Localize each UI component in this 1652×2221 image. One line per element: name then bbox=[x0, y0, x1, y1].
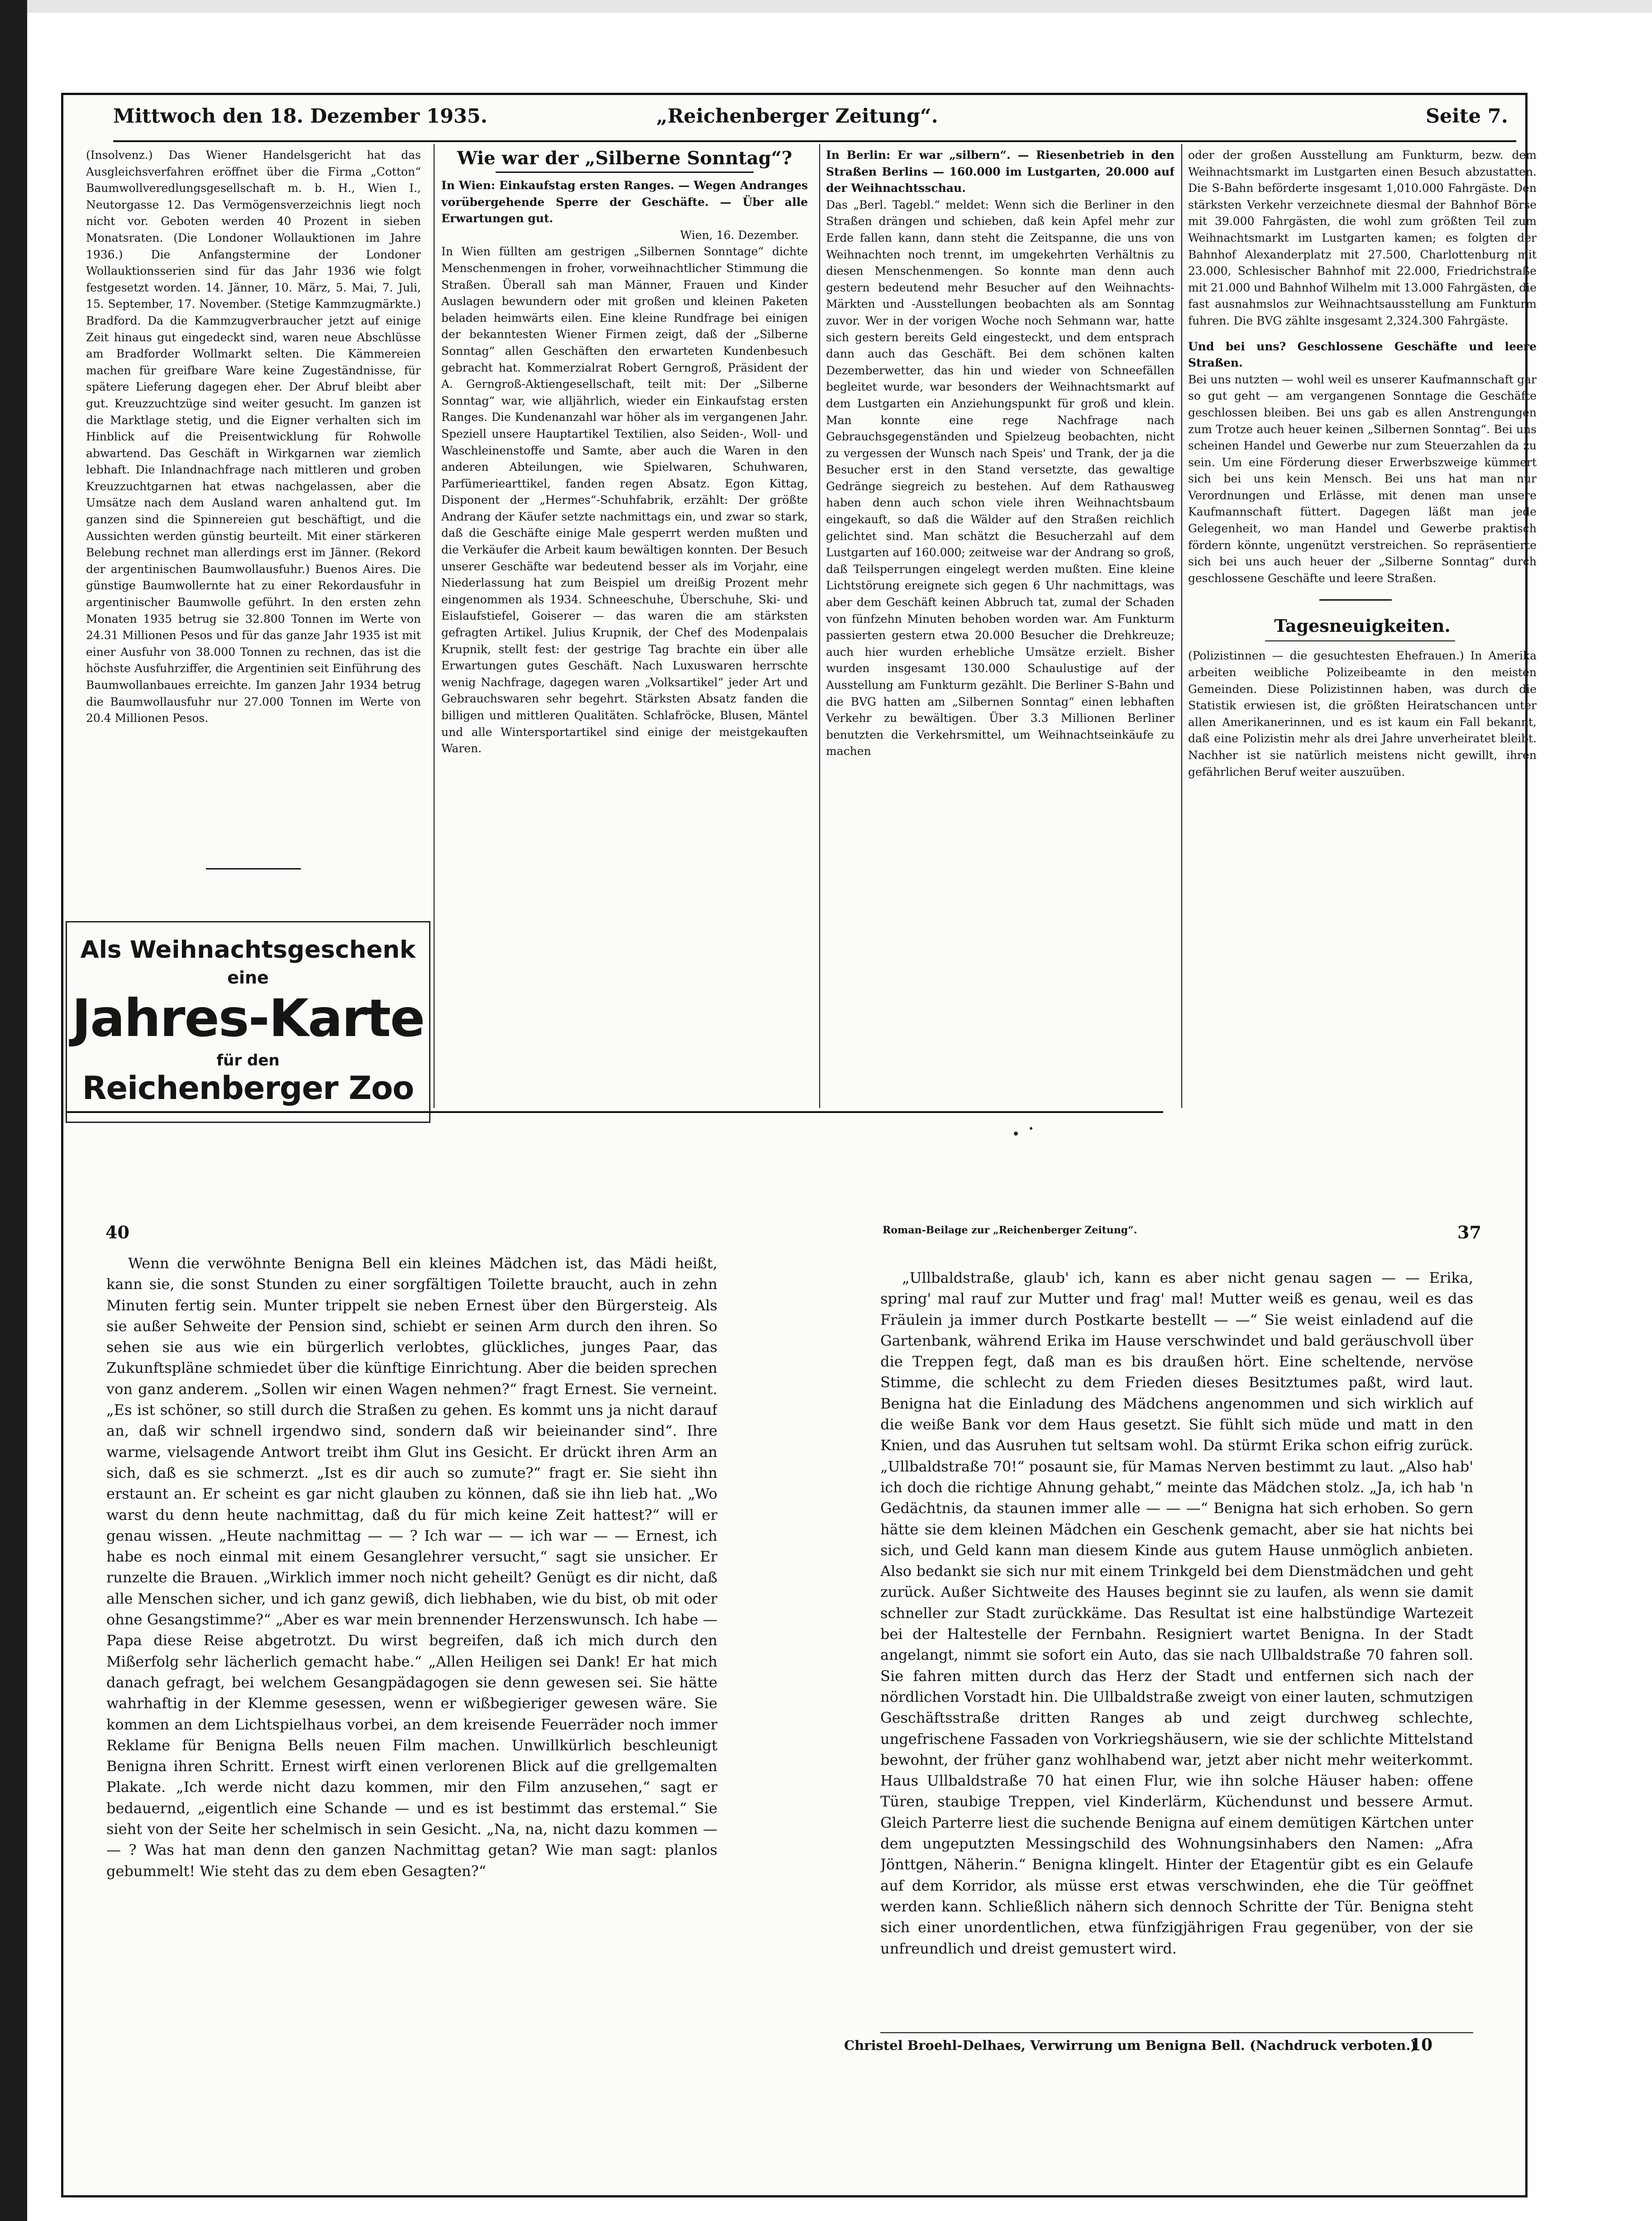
ad-line-3: Jahres-Karte bbox=[72, 988, 425, 1048]
novel-right-page-number: 37 bbox=[1457, 1222, 1481, 1242]
vienna-article-text: In Wien füllten am gestrigen „Silbernen Sonntage“ dichte Menschenmengen in froher, vorweihnachtlicher Stimmung die Straßen. Überall sah man Männer, Frauen und Kinder Auslagen bewundern oder mit großen und kleinen Paketen beladen heimwärts eilen. Eine kleine Rundfrage bei einigen der bekanntesten Wiener Firmen zeigt, daß der „Silberne Sonntag“ allen Geschäften den erwarteten Kundenbesuch gebracht hat. Kommerzialrat Robert Gerngroß, Präsident der A. Gerngroß-Aktiengesellschaft, teilt mit: Der „Silberne Sonntag“ war, wie alljährlich, wieder ein Einkaufstag ersten Ranges. Die Kundenanzahl war höher als im vergangenen Jahr. Speziell unsere Hauptartikel Textilien, also Seiden-, Woll- und Waschleinenstoffe und Samte, aber auch die Waren in den anderen Abteilungen, wie Spielwaren, Schuhwaren, Parfümeriearttikel, fanden regen Absatz. Egon Kittag, Disponent der „Hermes“-Schuhfabrik, erzählt: Der größte Andrang der Käufer setzte nachmittags ein, und zwar so stark, daß die Geschäfte einige Male gesperrt werden mußten und die Verkäufer die Arbeit kaum bewältigen konnten. Der Besuch unserer Geschäfte war bedeutend besser als im Vorjahr, eine Niederlassung hat zum Beispiel um dreißig Prozent mehr eingenommen als 1934. Schneeschuhe, Überschuhe, Ski- und Eislaufstiefel, Goiserer — das waren die am stärksten gefragten Artikel. Julius Krupnik, der Chef des Modenpalais Krupnik, stellt fest: der gestrige Tag brachte ein über alle Erwartungen gutes Geschäft. Nach Luxuswaren herrschte wenig Nachfrage, dagegen waren „Volksartikel“ jeder Art und Gebrauchswaren sehr begehrt. Stärksten Absatz fanden die billigen und mittleren Qualitäten. Schlafröcke, Blusen, Mäntel und alle Wintersportartikel sind einige der meistgekauften Waren. bbox=[441, 245, 808, 755]
berlin-continued-text: oder der großen Ausstellung am Funkturm, bezw. dem Weihnachtsmarkt im Lustgarten einen Besuch abzustatten. Die S-Bahn beförderte insgesamt 1,010.000 Fahrgäste. Den stärksten Verkehr verzeichnete diesmal der Bahnhof Börse mit 39.000 Fahrgästen, die wohl zum größten Teil zum Weihnachtsmarkt im Lustgarten kamen; es folgten der Bahnhof Alexanderplatz mit 27.500, Charlottenburg mit 23.000, Schlesischer Bahnhof mit 22.000, Friedrichstraße mit 21.000 und Bahnhof Wilhelm mit 13.000 Fahrgästen, die fast ausnahmslos zur Weihnachtsausstellung am Funkturm fuhren. Die BVG zählte insgesamt 2,324.300 Fahrgäste. bbox=[1188, 148, 1537, 327]
novel-sheet-number: 10 bbox=[1410, 2035, 1433, 2054]
section-divider bbox=[1319, 599, 1392, 601]
scan-top-edge bbox=[0, 0, 1652, 13]
novel-right-text: „Ullbaldstraße, glaub' ich, kann es aber nicht genau sagen — — Erika, spring' mal rauf zur Mutter und frag' mal! Mutter weiß es genau, weil es das Fräulein ja immer durch Postkarte bestellt — —“ Sie weist einladend auf die Gartenbank, während Erika im Hause verschwindet und bald geräuschvoll über die Treppen fegt, daß man es bis draußen hört. Eine scheltende, nervöse Stimme, die schlecht zu dem Frieden dieses Besitztumes paßt, wird laut. Benigna hat die Einladung des Mädchens angenommen und sich wirklich auf die weiße Bank vor dem Haus gesetzt. Sie fühlt sich müde und matt in den Knien, und das Ausruhen tut seltsam wohl. Da stürmt Erika schon eifrig zurück. „Ullbaldstraße 70!“ posaunt sie, für Mamas Nerven bestimmt zu laut. „Also hab' ich doch die richtige Ahnung gehabt,“ meinte das Mädchen stolz. „Ja, ich hab 'n Gedächtnis, da staunen immer alle — — —“ Benigna hat sich erhoben. So gern hätte sie dem kleinen Mädchen ein Geschenk gemacht, aber sie hat nichts bei sich, und Geld kann man diesem Kinde aus gutem Hause unmöglich anbieten. Also bedankt sie sich nur mit einem Trinkgeld bei dem Dienstmädchen und geht zurück. Außer Sichtweite des Hauses beginnt sie zu laufen, als wenn sie damit schneller zur Stadt zurückkäme. Das Resultat ist eine halbstündige Wartezeit bei der Haltestelle der Fernbahn. Resigniert wartet Benigna. In der Stadt angelangt, nimmt sie sofort ein Auto, das sie nach Ullbaldstraße 70 fahren soll. Sie fahren mitten durch das Herz der Stadt und entfernen sich nach der nördlichen Vorstadt hin. Die Ullbaldstraße zweigt von einer lauten, schmutzigen Geschäftsstraße dritten Ranges ab und zeigt durchweg schlechte, ungefrischene Fassaden von Vorkriegshäusern, wie sie der schlichte Mittelstand bewohnt, der früher ganz wohlhabend war, jetzt aber nicht mehr weiterkommt. Haus Ullbaldstraße 70 hat einen Flur, wie ihn solche Häuser haben: offene Türen, staubige Treppen, viel Kinderlärm, Küchendunst und bessere Armut. Gleich Parterre liest die suchende Benigna auf einem demütigen Kärtchen unter dem ungeputzten Messingschild des Wohnungsinhabers den Namen: „Afra Jönttgen, Näherin.“ Benigna klingelt. Hinter der Etagentür gibt es ein Gelaufe auf dem Korridor, als müsse erst etwas verschwinden, ehe die Tür geöffnet werden kann. Schließlich nähern sich dennoch Schritte der Tür. Benigna steht sich einer unordentlichen, etwa fünfzigjährigen Frau gegenüber, von der sie unfreundlich und dreist gemustert wird. bbox=[880, 1269, 1473, 1957]
ad-line-5: Reichenberger Zoo bbox=[82, 1070, 414, 1107]
novel-left-column bbox=[106, 1253, 717, 2045]
novel-credit-rule bbox=[880, 2032, 1473, 2033]
berlin-article-text: Das „Berl. Tagebl.“ meldet: Wenn sich die Berliner in den Straßen drängen und schieben, daß kein Apfel mehr zur Erde fallen kann, dann steht die Zeitspanne, die uns von Weihnachten noch trennt, im umgekehrten Verhältnis zu diesen Menschenmengen. So konnte man denn auch gestern bedeutend mehr Besucher auf den Weihnachts-Märkten und -Ausstellungen beobachten als am Sonntag zuvor. Wer in der vorigen Woche noch Sehmann war, hatte sich gestern bereits Geld eingesteckt, und dem entsprach dann auch das Geschäft. Bei dem schönen kalten Dezemberwetter, das hin und wieder von Schneefällen begleitet wurde, war besonders der Weihnachtsmarkt auf dem Lustgarten ein Anziehungspunkt für groß und klein. Man konnte eine rege Nachfrage nach Gebrauchsgegenständen und Spielzeug beobachten, nicht zu vergessen der Wunsch nach Speis' und Trank, der ja die Besucher erst in den Stand versetzte, das gewaltige Gedränge siegreich zu bestehen. Auf dem Rathausweg haben denn auch schon viele ihren Weihnachtsbaum eingekauft, so daß die Wälder auf den Straßen reichlich gelichtet sind. Man schätzt die Besucherzahl auf dem Lustgarten auf 160.000; zeitweise war der Andrang so groß, daß Teilsperrungen eingelegt werden mußten. Eine kleine Lichtstörung ereignete sich gegen 6 Uhr nachmittags, was aber dem Geschäft keinen Abbruch tat, zumal der Schaden von fünfzehn Minuten behoben worden war. Am Funkturm passierten gestern etwa 20.000 Besucher die Drehkreuze; auch hier wurden erhebliche Umsätze erzielt. Bisher wurden insgesamt 130.000 Schaulustige auf der Ausstellung am Funkturm gezählt. Die Berliner S-Bahn und die BVG hatten am „Silbernen Sonntag“ einen lebhaften Verkehr zu bewältigen. Über 3.3 Millionen Berliner benutzten die Verkehrsmittel, um Weihnachtseinkäufe zu machen bbox=[826, 198, 1175, 758]
column-rule-2 bbox=[819, 144, 820, 1108]
column-rule-3 bbox=[1181, 144, 1182, 1108]
novel-credit-line: Christel Broehl-Delhaes, Verwirrung um Benigna Bell. (Nachdruck verboten.) bbox=[844, 2038, 1417, 2053]
ink-speck bbox=[1030, 1127, 1032, 1130]
header-rule bbox=[113, 140, 1516, 142]
header-date: Mittwoch den 18. Dezember 1935. bbox=[113, 105, 487, 128]
header-page-number: Seite 7. bbox=[1426, 105, 1508, 128]
novel-left-page-number: 40 bbox=[105, 1222, 129, 1242]
section-title-daily-news: Tagesneuigkeiten. bbox=[1274, 616, 1451, 636]
local-kicker: Und bei uns? Geschlossene Geschäfte und leere Straßen. bbox=[1188, 339, 1537, 370]
column-silver-sunday-vienna bbox=[441, 147, 808, 1102]
ad-line-4: für den bbox=[216, 1051, 280, 1070]
column-local-and-news bbox=[1188, 147, 1537, 1107]
novel-supplement-title: Roman-Beilage zur „Reichenberger Zeitung“. bbox=[883, 1224, 1137, 1236]
header-paper-title: „Reichenberger Zeitung“. bbox=[656, 105, 938, 128]
page-header bbox=[113, 105, 1516, 137]
berlin-kicker: In Berlin: Er war „silbern“. — Riesenbetrieb in den Straßen Berlins — 160.000 im Lustgarten, 20.000 auf der Weihnachtsschau. bbox=[826, 148, 1175, 195]
upper-section-bottom-rule bbox=[66, 1111, 1163, 1113]
column-economy-news bbox=[86, 147, 421, 855]
ad-line-1: Als Weihnachtsgeschenk bbox=[80, 936, 416, 964]
economy-news-text: (Insolvenz.) Das Wiener Handelsgericht hat das Ausgleichsverfahren eröffnet über die Firma „Cotton“ Baumwollveredlungsgesellschaft m. b. H., Wien I., Neutorgasse 12. Das Vermögensverzeichnis liegt noch nicht vor. Geboten werden 40 Prozent in sieben Monatsraten. (Die Londoner Wollauktionen im Jahre 1936.) Die Anfangstermine der Londoner Wollauktionsserien sind für das Jahr 1936 wie folgt festgesetzt worden. 14. Jänner, 10. März, 5. Mai, 7. Juli, 15. September, 17. November. (Stetige Kammzugmärkte.) Bradford. Da die Kammzugverbraucher jetzt auf einige Zeit hinaus gut eingedeckt sind, waren neue Abschlüsse am Bradforder Wollmarkt selten. Die Kämmereien machen für greifbare Ware keine Zugeständnisse, für spätere Lieferung dagegen eher. Der Abruf bleibt aber gut. Kreuzzuchtzüge sind weiter gesucht. Im ganzen ist die Marktlage stetig, und die Eigner verhalten sich im Hinblick auf die Preisentwicklung für Rohwolle abwartend. Das Geschäft in Wirkgarnen war ziemlich lebhaft. Die Inlandnachfrage nach mittleren und groben Kreuzzuchtgarnen hat etwas nachgelassen, aber die Umsätze nach dem Ausland waren anhaltend gut. Im ganzen sind die Spinnereien gut beschäftigt, und die Aussichten werden günstig beurteilt. Mit einer stärkeren Belebung rechnet man allerdings erst im Jänner. (Rekord der argentinischen Baumwollausfuhr.) Buenos Aires. Die günstige Baumwollernte hat zu einer Rekordausfuhr in argentinischer Baumwolle geführt. In den ersten zehn Monaten 1935 betrug sie 32.800 Tonnen im Werte von 24.31 Millionen Pesos und für das ganze Jahr 1935 ist mit einer Ausfuhr von 38.000 Tonnen zu rechnen, das ist die höchste Ausfuhrziffer, die Argentinien seit Einführung des Baumwollanbaues erreichte. Im ganzen Jahr 1934 betrug die Baumwollausfuhr nur 27.000 Tonnen im Werte von 20.4 Millionen Pesos. bbox=[86, 148, 421, 725]
column-silver-sunday-berlin bbox=[826, 147, 1175, 1102]
ink-speck bbox=[1014, 1132, 1018, 1136]
title-underline bbox=[496, 172, 754, 173]
vienna-kicker: In Wien: Einkaufstag ersten Ranges. — Wegen Andranges vorübergehende Sperre der Geschäfte. — Über alle Erwartungen gut. bbox=[441, 179, 808, 225]
local-article-text: Bei uns nutzten — wohl weil es unserer Kaufmannschaft gar so gut geht — am vergangenen Sonntage die Geschäfte geschlossen bleiben. Bei uns gab es allen Anstrengungen zum Trotze auch heuer keinen „Silbernen Sonntag“. Bei uns scheinen Handel und Gewerbe nur zum Steuerzahlen da zu sein. Um eine Förderung dieser Erwerbszweige kümmert sich bei uns kein Mensch. Bei uns hat man nur Verordnungen und Erlässe, mit denen man unsere Kaufmannschaft füttert. Dagegen läßt man jede Gelegenheit, wo man Handel und Gewerbe praktisch fördern könnte, ungenützt verstreichen. So repräsentierte sich bei uns auch heuer der „Silberne Sonntag“ durch geschlossene Geschäfte und leere Straßen. bbox=[1188, 373, 1537, 585]
ad-line-2: eine bbox=[227, 968, 269, 988]
section-title-underline bbox=[1265, 640, 1455, 641]
vienna-dateline: Wien, 16. Dezember. bbox=[680, 228, 799, 242]
column-end-rule bbox=[206, 868, 301, 869]
novel-right-column bbox=[880, 1267, 1473, 2028]
police-women-text: (Polizistinnen — die gesuchtesten Ehefrauen.) In Amerika arbeiten weibliche Polizeibeamte in den meisten Gemeinden. Diese Polizistinnen haben, was durch die Statistik erwiesen ist, die größten Heiratschancen unter allen Amerikanerinnen, und es ist kaum ein Fall bekannt, daß eine Polizistin mehr als drei Jahre unverheiratet bleibt. Nachher ist sie natürlich meistens nicht gewillt, ihren gefährlichen Beruf weiter auszuüben. bbox=[1188, 649, 1537, 779]
article-title: Wie war der „Silberne Sonntag“? bbox=[457, 148, 793, 169]
zoo-advertisement bbox=[66, 921, 430, 1123]
scan-left-edge bbox=[0, 0, 27, 2221]
novel-left-text: Wenn die verwöhnte Benigna Bell ein kleines Mädchen ist, das Mädi heißt, kann sie, die sonst Stunden zu einer sorgfältigen Toilette braucht, auch in zehn Minuten fertig sein. Munter trippelt sie neben Ernest über den Bürgersteig. Als sie außer Sehweite der Pension sind, schiebt er seinen Arm durch den ihren. So sehen sie aus wie ein bürgerlich verlobtes, glückliches, junges Paar, das Zukunftspläne schmiedet über die künftige Einrichtung. Aber die beiden sprechen von ganz anderem. „Sollen wir einen Wagen nehmen?“ fragt Ernest. Sie verneint. „Es ist schöner, so still durch die Straßen zu gehen. Es kommt uns ja nicht darauf an, daß wir schnell irgendwo sind, sondern daß wir beieinander sind“. Ihre warme, vielsagende Antwort treibt ihm Glut ins Gesicht. Er drückt ihren Arm an sich, daß es sie schmerzt. „Ist es dir auch so zumute?“ fragt er. Sie sieht ihn erstaunt an. Er scheint es gar nicht glauben zu können, daß sie ihn lieb hat. „Wo warst du denn heute nachmittag, daß du für mich keine Zeit hattest?“ will er genau wissen. „Heute nachmittag — — ? Ich war — — ich war — — Ernest, ich habe es noch einmal mit einem Gesanglehrer versucht,“ sagt sie unsicher. Er runzelte die Brauen. „Wirklich immer noch nicht geheilt? Genügt es dir nicht, daß alle Menschen sicher, und ich ganz gewiß, dich liebhaben, wie du bist, ob mit oder ohne Gesangstimme?“ „Aber es war mein brennender Herzenswunsch. Ich habe — Papa diese Reise abgetrotzt. Du wirst begreifen, daß ich mich durch den Mißerfolg sehr lächerlich gemacht habe.“ „Allen Heiligen sei Dank! Er hat mich danach gefragt, bei welchem Gesangpädagogen sie denn gewesen sei. Sie hätte wahrhaftig in der Klemme gesessen, wenn er wißbegieriger gewesen wäre. Sie kommen an dem Lichtspielhaus vorbei, an dem kreisende Feuerräder noch immer Reklame für Benigna Bells neuen Film machen. Unwillkürlich beschleunigt Benigna ihren Schritt. Ernest wirft einen verlorenen Blick auf die grellgemalten Plakate. „Ich werde nicht dazu kommen, mir den Film anzusehen,“ sagt er bedauernd, „eigentlich eine Schande — und es ist bestimmt das erstemal.“ Sie sieht von der Seite her schelmisch in sein Gesicht. „Na, na, nicht dazu kommen — — ? Was hat man denn den ganzen Nachmittag getan? Wie man sagt: planlos gebummelt! Wie steht das zu dem eben Gesagten?“ bbox=[106, 1255, 717, 1880]
